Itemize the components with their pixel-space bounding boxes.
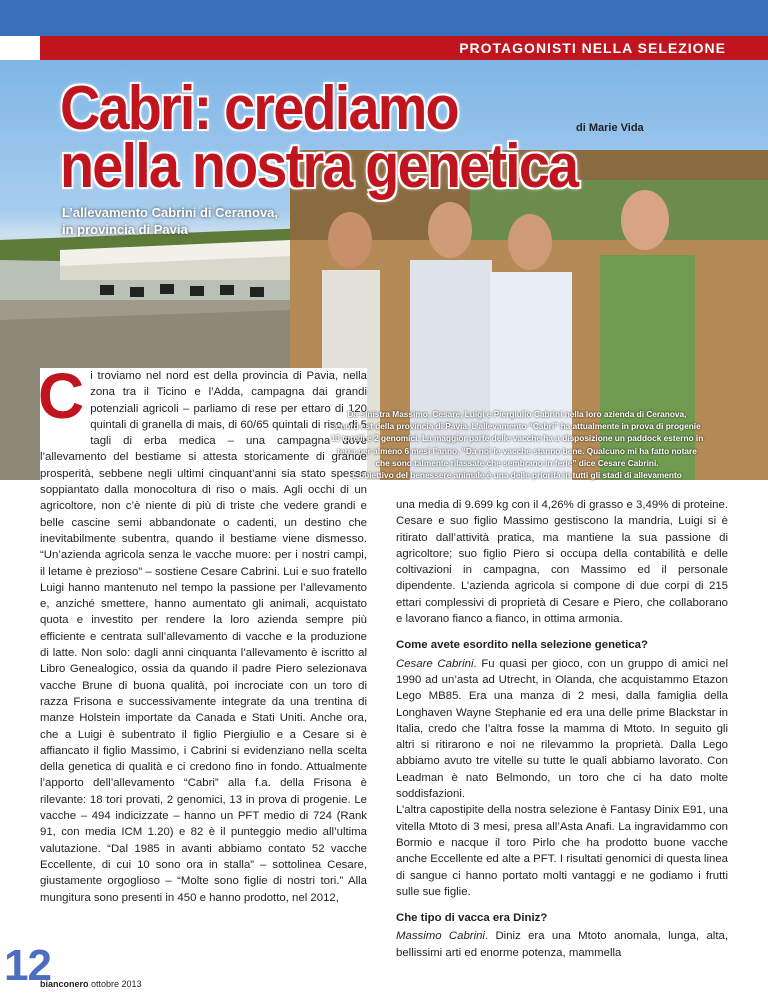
caption-line-1: Da sinistra Massimo, Cesare, Luigi e Piergiulio Cabrini nella loro azienda di Ceranova, (347, 409, 687, 419)
left-body-text: i troviamo nel nord est della provincia di Pavia, nella zona tra il Ticino e l’Adda, campagna dai grandi potenziali agricoli – parliamo di rese per ettaro di 120 quintali di granella di mais, di 60/65 quintali di riso, di 5 tagli di erba medica – una campagna dove l’allevamento del bestiame si attesta storicamente di grande prosperità, sebbene negli ultimi cinquant’anni sia stato spesso soppiantato dalla monocoltura di riso o mais. Agli occhi di un agricoltore, non c’è niente di più di triste che vedere grandi e belle cascine semi abbandonate o cadenti, un destino che inevitabilmente subentra, quando il bestiame viene dismesso. “Un’azienda agricola senza le vacche muore: per i nostri campi, il letame è prezioso” – sostiene Cesare Cabrini. Lui e suo fratello Luigi hanno mantenuto nel tempo la passione per l’allevamento e, anziché smettere, hanno aumentato gli animali, acquistato quota e investito per rendere la loro azienda sempre più efficiente e centrata sull’allevamento di vacche e la produzione di latte. Non solo: dagli anni cinquanta l’allevamento è iscritto al Libro Genealogico, ossia da quando il padre Piero selezionava vacche Brune di buona qualità, poi incrociate con un toro di razza Frisona e successivamente integrate da una trentina di manze Holstein importate da Canada e Stati Uniti. Anche ora, che a Luigi è subentrato il figlio Piergiulio e a Cesare si è affiancato il figlio Massimo, i Cabrini si evidenziano nella scelta della genetica di qualità e ci credono fino in fondo. Attualmente l’apporto dell’allevamento “Cabri” alla f.a. della Frisona è rilevante: 18 tori provati, 2 genomici, 13 in prova di progenie. Le vacche – 494 indicizzate – hanno un PFT medio di 724 (Rank 91, con media ICM 1.20) e 82 è il punteggio medio all’ultima valutazione. “Dal 1985 in avanti abbiamo contato 52 vacche Eccellente, di cui 10 sono ora in stalla” – sottolinea Cesare, giustamente orgoglioso – “Molte sono figlie di nostri tori.” Alla mungitura sono presenti in 450 e hanno prodotto, nel 2012, (40, 370, 367, 904)
answer-2 (396, 928, 728, 961)
caption-line-6: L’obiettivo del benessere animale è una delle priorità in tutti gli stadi di allevamento (352, 470, 682, 481)
answer-2-text: . Diniz era una Mtoto anomala, lunga, alta, bellissimi arti ed enorme potenza, mammella (396, 930, 728, 959)
photo-caption (278, 408, 756, 481)
answer-1 (396, 656, 728, 803)
headline-line-2: nella nostra genetica (60, 132, 578, 201)
right-article-column (396, 497, 728, 961)
right-paragraph-2: L’altra capostipite della nostra selezione è Fantasy Dinix E91, una vitella Mtoto di 3 mesi, presa all’Asta Anafi. La ingravidammo con Bormio e nacque il toro Pirlo che ha prodotto buone vacche anche Eccellente ed alte a PFT. I risultati genomici di questa linea di sangue ci hanno portato molti vantaggi e ne godiamo i frutti sulle sue figlie. (396, 804, 728, 898)
issue-date: ottobre 2013 (91, 979, 142, 989)
photo-subtitle (62, 204, 278, 238)
answer-1-speaker: Cesare Cabrini (396, 657, 474, 670)
subtitle-line-2: in provincia di Pavia (62, 222, 188, 237)
caption-line-2: a nord est della provincia di Pavia. L’allevamento “Cabri” ha attualmente in prova di progenie (333, 421, 701, 432)
question-1: Come avete esordito nella selezione genetica? (396, 639, 648, 652)
subtitle-line-1: L’allevamento Cabrini di Ceranova, (62, 205, 279, 220)
page-number: 12 (4, 941, 51, 990)
headline-line-1: Cabri: crediamo (60, 74, 458, 143)
section-banner (40, 36, 768, 60)
right-paragraph-1: una media di 9.699 kg con il 4,26% di grasso e 3,49% di proteine. Cesare e suo figlio Massimo gestiscono la mandria, Luigi si è ritirato dall’attività pratica, ma mantiene la sua passione di agricoltore; suo figlio Piero si occupa della contabilità e delle coltivazioni in campagna, con Massimo ed il personale dipendente. L’azienda agricola si compone di due corpi di 215 ettari complessivi di proprietà di Cesare e Piero, che collaborano e lavorano fianco a fianco, in ottima armonia. (396, 499, 728, 626)
answer-1-text: . Fu quasi per gioco, con un gruppo di amici nel 1990 ad un’asta ad Utrecht, in Olanda, che acquistammo Etazon Lego MB85. Era una manza di 2 mesi, dalla famiglia della Longhaven Wayne Stephanie ed era una delle prime Blackstar in Italia, credo che l’altra fosse la mamma di Mtoto. In seguito gli altri si ritirarono e noi ne rilevammo la proprietà. Dalla Lego abbiamo avuto tre vitelle su tutte le quali abbiamo lavorato. Con Leadman è nato Belmondo, un toro che ci ha dato molte soddisfazioni. (396, 657, 728, 801)
header-blue-band (0, 0, 768, 36)
section-label: PROTAGONISTI NELLA SELEZIONE (459, 40, 726, 56)
footer-magazine (40, 979, 142, 989)
question-2: Che tipo di vacca era Diniz? (396, 912, 548, 925)
answer-2-speaker: Massimo Cabrini (396, 930, 485, 943)
caption-line-5: che sono talmente rilassate che sembrano in ferie” dice Cesare Cabrini. (375, 457, 659, 468)
caption-line-4: terra per almeno 6 mesi l’anno. “Da noi le vacche stanno bene. Qualcuno mi ha fatto notare (337, 445, 697, 456)
drop-cap: C (38, 360, 85, 432)
author-byline: di Marie Vida (576, 122, 644, 134)
caption-line-3: 13 torelli e 2 genomici. La maggior parte delle vacche ha a disposizione un paddock esterno in (330, 433, 704, 444)
magazine-name: bianconero (40, 979, 89, 989)
